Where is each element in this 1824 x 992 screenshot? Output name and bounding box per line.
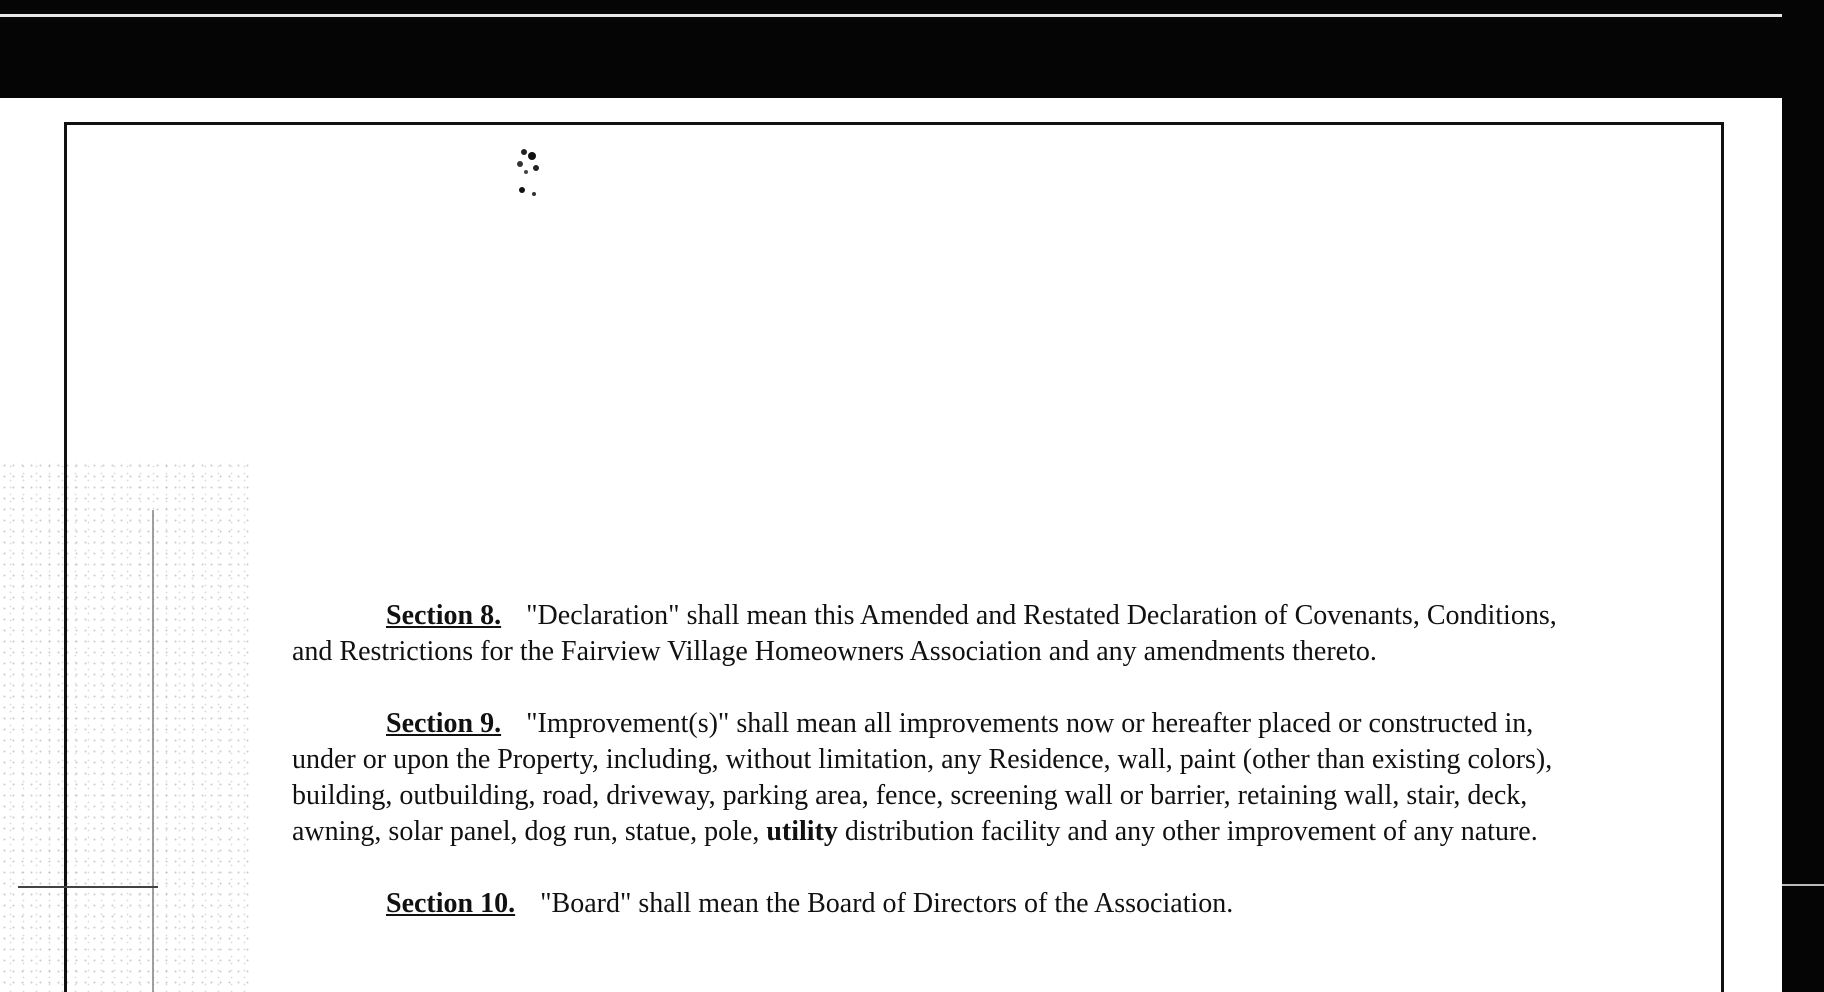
section-10-heading: Section 10. (386, 888, 516, 919)
section-9-bold-word: utility (766, 816, 838, 847)
scan-artifact-rule (18, 886, 158, 888)
ink-smudge (512, 142, 552, 206)
section-9-text: "Improvement(s)" shall mean all improvements now or hereafter placed or constructed in, under or upon the Property, including, without limitation, any Residence, wall, paint (other than existing colors), building, outbuilding, road, driveway, parking area, fence, screening wall or barrier, retaining wall, stair, deck, awning, solar panel, dog run, statue, pole, (292, 708, 1553, 847)
scanner-line (0, 14, 1824, 17)
section-8-text: "Declaration" shall mean this Amended and Restated Declaration of Covenants, Conditions, and Restrictions for the Fairview Village Homeowners Association and any amendments thereto. (292, 600, 1557, 667)
section-9-paragraph (292, 706, 1572, 850)
scan-noise (0, 460, 250, 992)
section-9-text-end: distribution facility and any other improvement of any nature. (844, 816, 1538, 847)
section-10-paragraph (292, 886, 1572, 922)
scan-noise-line (152, 510, 154, 992)
section-9-heading: Section 9. (386, 708, 502, 739)
section-8-paragraph (292, 598, 1572, 670)
section-8-heading: Section 8. (386, 600, 502, 631)
document-body (292, 598, 1572, 958)
section-10-text: "Board" shall mean the Board of Directors of the Association. (540, 888, 1234, 919)
scan-artifact-rule-right (1782, 884, 1824, 886)
scanner-right-edge (1782, 0, 1824, 992)
